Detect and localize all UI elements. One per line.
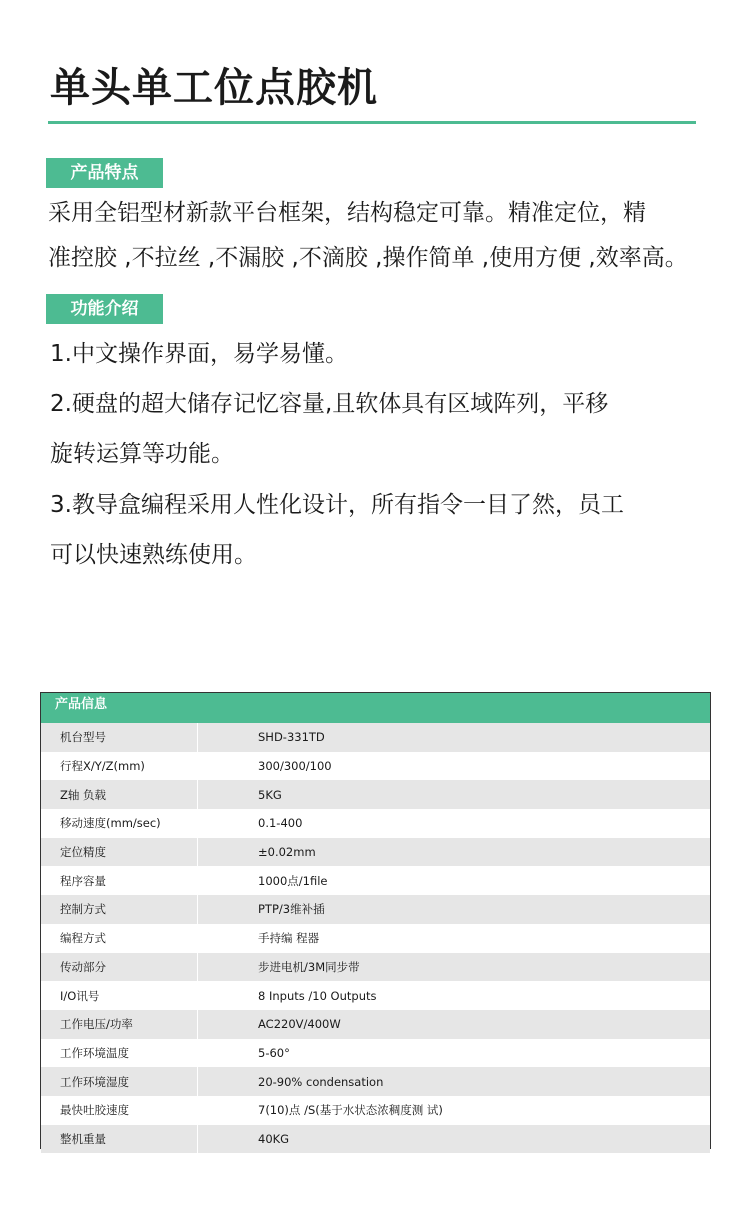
spec-label: 控制方式 [41, 895, 198, 924]
spec-value: AC220V/400W [258, 1017, 341, 1032]
spec-value: 5KG [258, 787, 282, 802]
spec-label: 整机重量 [41, 1125, 198, 1154]
spec-label: 编程方式 [41, 924, 198, 953]
functions-tag: 功能介绍 [46, 294, 163, 324]
spec-value: PTP/3维补插 [258, 902, 325, 917]
spec-label: 移动速度(mm/sec) [41, 809, 198, 838]
spec-value: 0.1-400 [258, 816, 303, 831]
spec-value: 手持编 程器 [258, 931, 320, 946]
table-row [41, 1067, 710, 1096]
table-row [41, 809, 710, 838]
table-row [41, 895, 710, 924]
spec-label: I/O讯号 [41, 981, 198, 1010]
function-item-2: 2.硬盘的超大储存记忆容量,且软体具有区域阵列，平移 [50, 391, 609, 417]
spec-value: 步进电机/3M同步带 [258, 959, 360, 974]
spec-label: 工作环境湿度 [41, 1067, 198, 1096]
table-row [41, 780, 710, 809]
spec-table [40, 692, 711, 1149]
table-row [41, 752, 710, 781]
function-item-1: 1.中文操作界面，易学易懂。 [50, 341, 348, 367]
features-line: 准控胶 ,不拉丝 ,不漏胶 ,不滴胶 ,操作简单 ,使用方便 ,效率高。 [48, 245, 688, 271]
table-row [41, 1010, 710, 1039]
function-item-3-cont: 可以快速熟练使用。 [50, 542, 257, 568]
spec-label: 行程X/Y/Z(mm) [41, 752, 198, 781]
table-row [41, 838, 710, 867]
spec-label: 定位精度 [41, 838, 198, 867]
table-row [41, 723, 710, 752]
table-row [41, 1096, 710, 1125]
spec-value: 8 Inputs /10 Outputs [258, 988, 377, 1003]
spec-label: 工作环境温度 [41, 1039, 198, 1068]
spec-value: 20-90% condensation [258, 1074, 384, 1089]
table-row [41, 981, 710, 1010]
spec-label: 机台型号 [41, 723, 198, 752]
spec-label: Z轴 负载 [41, 780, 198, 809]
table-row [41, 953, 710, 982]
spec-value: SHD-331TD [258, 730, 325, 745]
table-row [41, 924, 710, 953]
table-row [41, 1125, 710, 1154]
spec-value: 1000点/1file [258, 873, 328, 888]
function-item-3: 3.教导盒编程采用人性化设计，所有指令一目了然，员工 [50, 492, 624, 518]
spec-label: 工作电压/功率 [41, 1010, 198, 1039]
spec-value: 5-60° [258, 1045, 290, 1060]
features-description [48, 191, 708, 281]
spec-value: 7(10)点 /S(基于水状态浓稠度测 试) [258, 1103, 443, 1118]
title-divider [48, 121, 696, 124]
spec-table-header: 产品信息 [41, 693, 710, 723]
page-title: 单头单工位点胶机 [50, 64, 378, 111]
spec-value: ±0.02mm [258, 845, 316, 860]
spec-value: 300/300/100 [258, 759, 332, 774]
spec-label: 程序容量 [41, 866, 198, 895]
features-tag: 产品特点 [46, 158, 163, 188]
table-row [41, 1039, 710, 1068]
spec-label: 传动部分 [41, 953, 198, 982]
spec-value: 40KG [258, 1131, 290, 1146]
table-row [41, 866, 710, 895]
spec-label: 最快吐胶速度 [41, 1096, 198, 1125]
features-line: 采用全铝型材新款平台框架，结构稳定可靠。精准定位，精 [48, 200, 646, 226]
function-item-2-cont: 旋转运算等功能。 [50, 441, 234, 467]
